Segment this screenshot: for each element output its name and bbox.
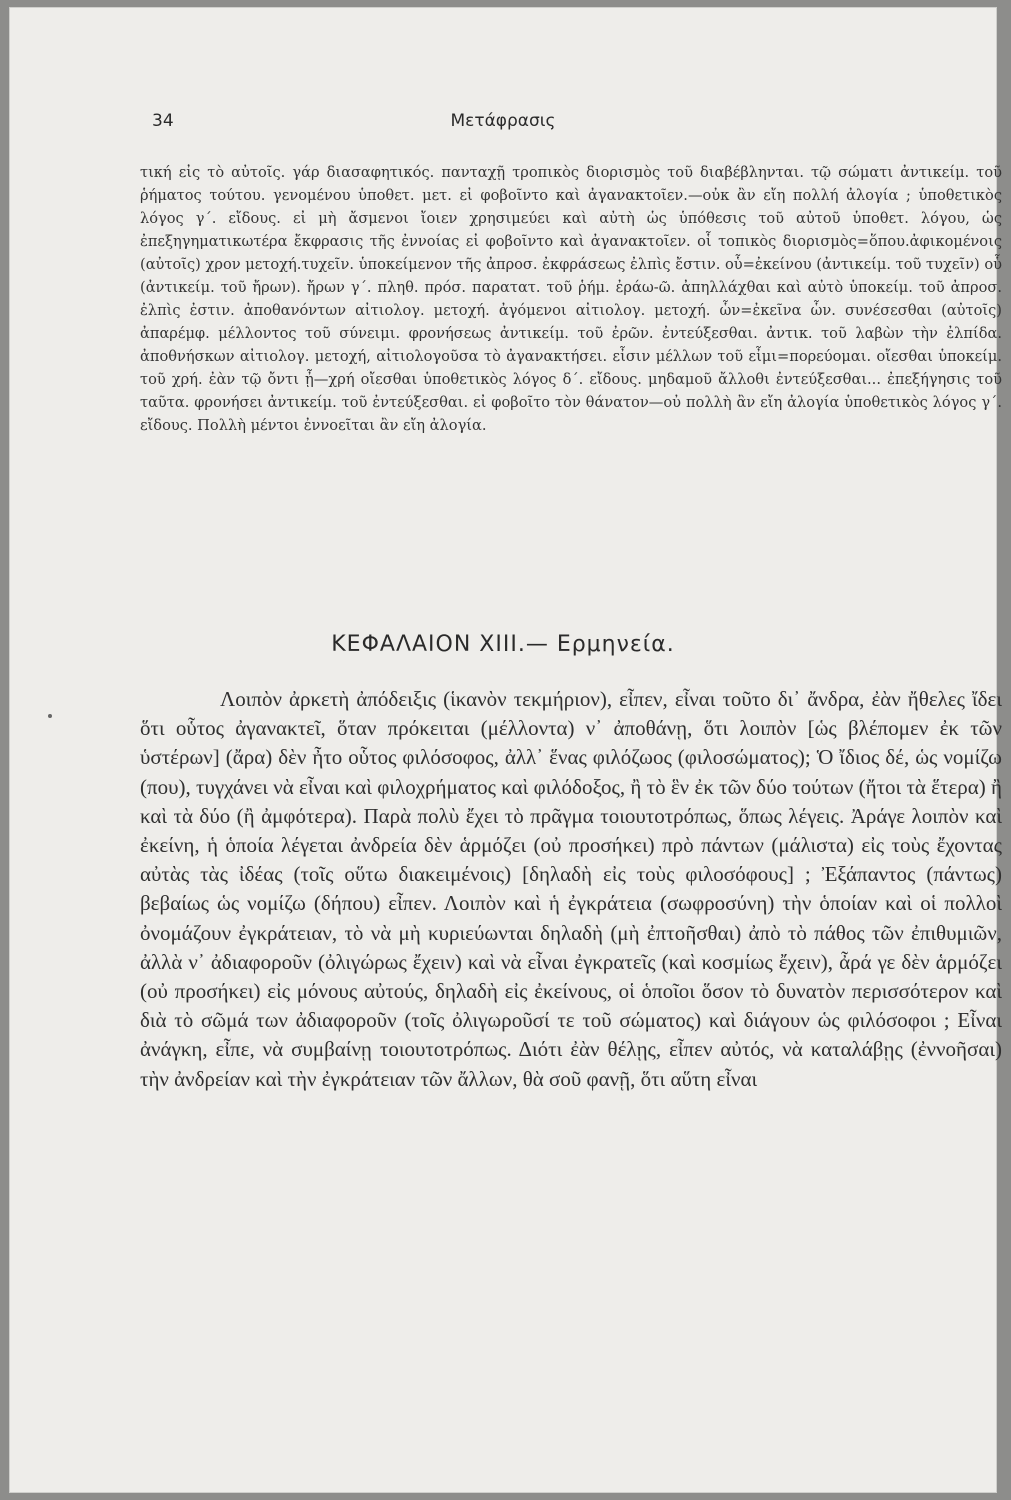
chapter-heading: ΚΕΦΑΛΑΙΟΝ XIII.— Ερμηνεία.	[331, 632, 675, 657]
page-header	[10, 111, 996, 141]
running-title: Μετάφρασις	[450, 111, 556, 131]
translation-paragraph: Λοιπὸν ἀρκετὴ ἀπόδειξις (ἱκανὸν τεκμήριον), εἶπεν, εἶναι τοῦτο δι᾿ ἄνδρα, ἐὰν ἤθελες ἴδει ὅτι οὗτος ἀγανακτεῖ, ὅταν πρόκειται (μέλλοντα) ν᾿ ἀποθάνῃ, ὅτι λοιπὸν [ὡς βλέπομεν ἐκ τῶν ὑστέρων] (ἄρα) δὲν ἦτο οὗτος φιλόσοφος, ἀλλ᾿ ἕνας φιλόζωος (φιλοσώματος); Ὁ ἴδιος δέ, ὡς νομίζω (που), τυγχάνει νὰ εἶναι καὶ φιλοχρήματος καὶ φιλόδοξος, ἢ τὸ ἓν ἐκ τῶν δύο τούτων (ἤτοι τὰ ἕτερα) ἢ καὶ τὰ δύο (ἢ ἀμφότερα). Παρὰ πολὺ ἔχει τὸ πρᾶγμα τοιουτοτρόπως, ὅπως λέγεις. Ἀράγε λοιπὸν καὶ ἐκείνη, ἡ ὁποία λέγεται ἀνδρεία δὲν ἁρμόζει (οὐ προσήκει) πρὸ πάντων (μάλιστα) εἰς τοὺς ἔχοντας αὐτὰς τὰς ἰδέας (τοῖς οὕτω διακειμένοις) [δηλαδὴ εἰς τοὺς φιλοσόφους] ; Ἐξάπαντος (πάντως) βεβαίως ὡς νομίζω (δήπου) εἶπεν. Λοιπὸν καὶ ἡ ἐγκράτεια (σωφροσύνη) τὴν ὁποίαν καὶ οἱ πολλοὶ ὀνομάζουν ἐγκράτειαν, τὸ νὰ μὴ κυριεύωνται δηλαδὴ (μὴ ἐπτοῆσθαι) ἀπὸ τὸ πάθος τῶν ἐπιθυμιῶν, ἀλλὰ ν᾿ ἀδιαφοροῦν (ὀλιγώρως ἔχειν) καὶ νὰ εἶναι ἐγκρατεῖς (καὶ κοσμίως ἔχειν), ἆρά γε δὲν ἁρμόζει (οὐ προσήκει) εἰς μόνους αὐτούς, δηλαδὴ εἰς ἐκείνους, οἱ ὁποῖοι ὅσον τὸ δυνατὸν περισσότερον καὶ διὰ τὸ σῶμά των ἀδιαφοροῦν (τοῖς ὀλιγωροῦσί τε τοῦ σώματος) καὶ διάγουν ὡς φιλόσοφοι ; Εἶναι ἀνάγκη, εἶπε, νὰ συμβαίνῃ τοιουτοτρόπως. Διότι ἐὰν θέλῃς, εἶπεν αὐτός, νὰ καταλάβῃς (ἐννοῆσαι) τὴν ἀνδρείαν καὶ τὴν ἐγκράτειαν τῶν ἄλλων, θὰ σοῦ φανῇ, ὅτι αὕτη εἶναι	[140, 687, 1002, 1091]
scan-mark	[48, 714, 52, 718]
notes-paragraph: τική εἰς τὸ αὐτοῖς. γάρ διασαφητικός. πανταχῇ τροπικὸς διορισμὸς τοῦ διαβέβληνται. τῷ σώματι ἀντικείμ. τοῦ ῥήματος τούτου. γενομένου ὑποθετ. μετ. εἰ φοβοῖντο καὶ ἀγανακτοῖεν.—οὐκ ἂν εἴη πολλή ἀλογία ; ὑποθετικὸς λόγος γ΄. εἴδους. εἰ μὴ ἄσμενοι ἴοιεν χρησιμεύει καὶ αὐτὴ ὡς ὑπόθεσις τοῦ αὐτοῦ ὑποθετ. λόγου, ὡς ἐπεξηγηματικωτέρα ἔκφρασις τῆς ἐννοίας εἰ φοβοῖντο καὶ ἀγανακτοῖεν. οἷ τοπικὸς διορισμὸς=ὅπου.ἀφικομένοις (αὐτοῖς) χρον μετοχή.τυχεῖν. ὑποκείμενον τῆς ἀπροσ. ἐκφράσεως ἐλπὶς ἔστιν. οὗ=ἐκείνου (ἀντικείμ. τοῦ τυχεῖν) οὗ (ἀντικείμ. τοῦ ἤρων). ἤρων γ΄. πληθ. πρόσ. παρατατ. τοῦ ῥήμ. ἐράω-ῶ. ἀπηλλάχθαι καὶ αὐτὸ ὑποκείμ. τοῦ ἀπροσ. ἐλπὶς ἐστιν. ἀποθανόντων αἰτιολογ. μετοχή. ἀγόμενοι αἰτιολογ. μετοχή. ὧν=ἐκεῖνα ὧν. συνέσεσθαι (αὐτοῖς) ἀπαρέμφ. μέλλοντος τοῦ σύνειμι. φρονήσεως ἀντικείμ. τοῦ ἐρῶν. ἐντεύξεσθαι. ἀντικ. τοῦ λαβὼν τὴν ἐλπίδα. ἀποθνήσκων αἰτιολογ. μετοχή, αἰτιολογοῦσα τὸ ἀγανακτήσει. εἶσιν μέλλων τοῦ εἶμι=πορεύομαι. οἴεσθαι ὑποκείμ. τοῦ χρή. ἐὰν τῷ ὄντι ᾖ—χρή οἴεσθαι ὑποθετικὸς λόγος δ΄. εἴδους. μηδαμοῦ ἄλλοθι ἐντεύξεσθαι... ἐπεξήγησις τοῦ ταῦτα. φρονήσει ἀντικείμ. τοῦ ἐντεύξεσθαι. εἰ φοβοῖτο τὸν θάνατον—οὐ πολλὴ ἂν εἴη ἀλογία ὑποθετικὸς λόγος γ΄. εἴδους. Πολλὴ μέντοι ἐννοεῖται ἂν εἴη ἀλογία.	[140, 164, 1002, 434]
page-number: 34	[152, 111, 174, 131]
book-page	[10, 8, 1002, 1492]
translation-text	[140, 685, 1002, 1094]
grammatical-notes	[140, 161, 1002, 437]
